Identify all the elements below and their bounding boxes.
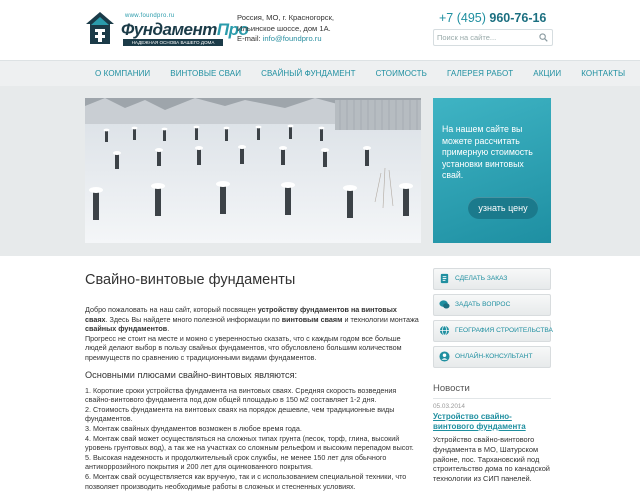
search-box xyxy=(433,29,553,46)
list-item: 1. Короткие сроки устройства фундамента на винтовых сваях. Средняя скорость возведения свайно-винтового фундамента под дом общей площадью в 150 м2 составляет 1-2 дня. xyxy=(85,385,397,405)
list-item: 6. Монтаж свай осуществляется как вручную, так и с использованием специальной техники, что позволяет производить необходимые работы в сложных и стесненных условиях. xyxy=(85,471,407,491)
order-button[interactable]: СДЕЛАТЬ ЗАКАЗ xyxy=(433,268,551,290)
chat-bubbles-icon xyxy=(439,299,450,310)
snow-field-illustration xyxy=(85,98,421,243)
list-item: 4. Монтаж свай может осуществляться на сложных типах грунта (песок, торф, глина, высокий уровень грунтовых вод), а так же на участках со сложным рельефом и высоким перепадом высот. xyxy=(85,433,414,453)
news-excerpt: Устройство свайно-винтового фундамента в МО, Шатурском районе, пос. Тархановский под строительство дома по канадской технологии из СИП панелей. xyxy=(433,435,550,484)
nav-item-price[interactable]: СТОИМОСТЬ xyxy=(375,69,428,78)
search-icon[interactable] xyxy=(539,33,548,42)
logo[interactable] xyxy=(85,8,249,52)
hero-section xyxy=(0,86,640,256)
email-link[interactable]: info@foundpro.ru xyxy=(262,34,322,43)
hero-image-snowy-piles xyxy=(85,98,421,243)
ask-question-button[interactable]: ЗАДАТЬ ВОПРОС xyxy=(433,294,551,316)
advantages-heading: Основными плюсами свайно-винтовых являются: xyxy=(85,369,298,380)
list-item: 3. Монтаж свайных фундаментов возможен в любое время года. xyxy=(85,423,302,433)
logo-name: ФундаментПро xyxy=(121,20,249,39)
document-icon xyxy=(439,273,450,284)
search-input[interactable] xyxy=(437,30,533,45)
nav-item-gallery[interactable]: ГАЛЕРЕЯ РАБОТ xyxy=(447,69,514,78)
globe-icon xyxy=(439,325,450,336)
advantages-list xyxy=(85,386,421,492)
get-price-button[interactable]: узнать цену xyxy=(468,197,538,219)
online-consultant-button[interactable]: ОНЛАЙН-КОНСУЛЬТАНТ xyxy=(433,346,551,368)
price-calc-text: На нашем сайте вы можете рассчитать примерную стоимость установки винтовых свай. xyxy=(442,124,533,180)
sidebar xyxy=(433,268,551,484)
news-title-link[interactable]: Устройство свайно-винтового фундамента xyxy=(433,412,526,431)
price-calc-panel xyxy=(433,98,551,243)
company-address: Россия, МО, г. Красногорск, Ильинское шоссе, дом 1А. E-mail: info@foundpro.ru xyxy=(237,13,334,43)
nav-items xyxy=(85,61,635,87)
phone-number[interactable]: +7 (495) 960-76-16 xyxy=(439,11,547,25)
construction-geography-button[interactable]: ГЕОГРАФИЯ СТРОИТЕЛЬСТВА xyxy=(433,320,551,342)
nav-item-about[interactable]: О КОМПАНИИ xyxy=(95,69,151,78)
list-item: 2. Стоимость фундамента на винтовых сваях на порядок дешевле, чем традиционные виды фундаментов. xyxy=(85,404,395,424)
logo-url: www.foundpro.ru xyxy=(125,13,175,19)
nav-item-contacts[interactable]: КОНТАКТЫ xyxy=(581,69,626,78)
logo-tagline: НАДЕЖНАЯ ОСНОВА ВАШЕГО ДОМА xyxy=(123,39,223,46)
main-nav xyxy=(0,60,640,88)
nav-item-pile-foundation[interactable]: СВАЙНЫЙ ФУНДАМЕНТ xyxy=(261,69,356,78)
nav-item-promotions[interactable]: АКЦИИ xyxy=(533,69,562,78)
news-heading: Новости xyxy=(433,383,551,399)
intro-text: Добро пожаловать на наш сайт, который посвящен устройству фундаментов на винтовых сваях. Здесь Вы найдете много полезной информации по винтовым сваям и технологии монтажа свайных фундаментов. Прогресс не стоит на месте и можно с уверенностью сказать, что с каждым годом все больше людей делают выбор в пользу свайных фундаментов, что обусловлено большим количеством преимуществ по сравнению с традиционными видами фундаментов. xyxy=(85,305,419,362)
user-icon xyxy=(439,351,450,362)
header xyxy=(0,0,640,60)
main-content xyxy=(85,268,421,491)
nav-item-screw-piles[interactable]: ВИНТОВЫЕ СВАИ xyxy=(170,69,242,78)
logo-house-icon xyxy=(85,10,115,46)
list-item: 5. Высокая надежность и продолжительный срок службы, не менее 150 лет для обычного антикоррозийного покрытия и 200 лет для оцинкованного покрытия. xyxy=(85,452,387,472)
news-date: 05.03.2014 xyxy=(433,403,465,410)
page-title: Свайно-винтовые фундаменты xyxy=(85,272,296,288)
